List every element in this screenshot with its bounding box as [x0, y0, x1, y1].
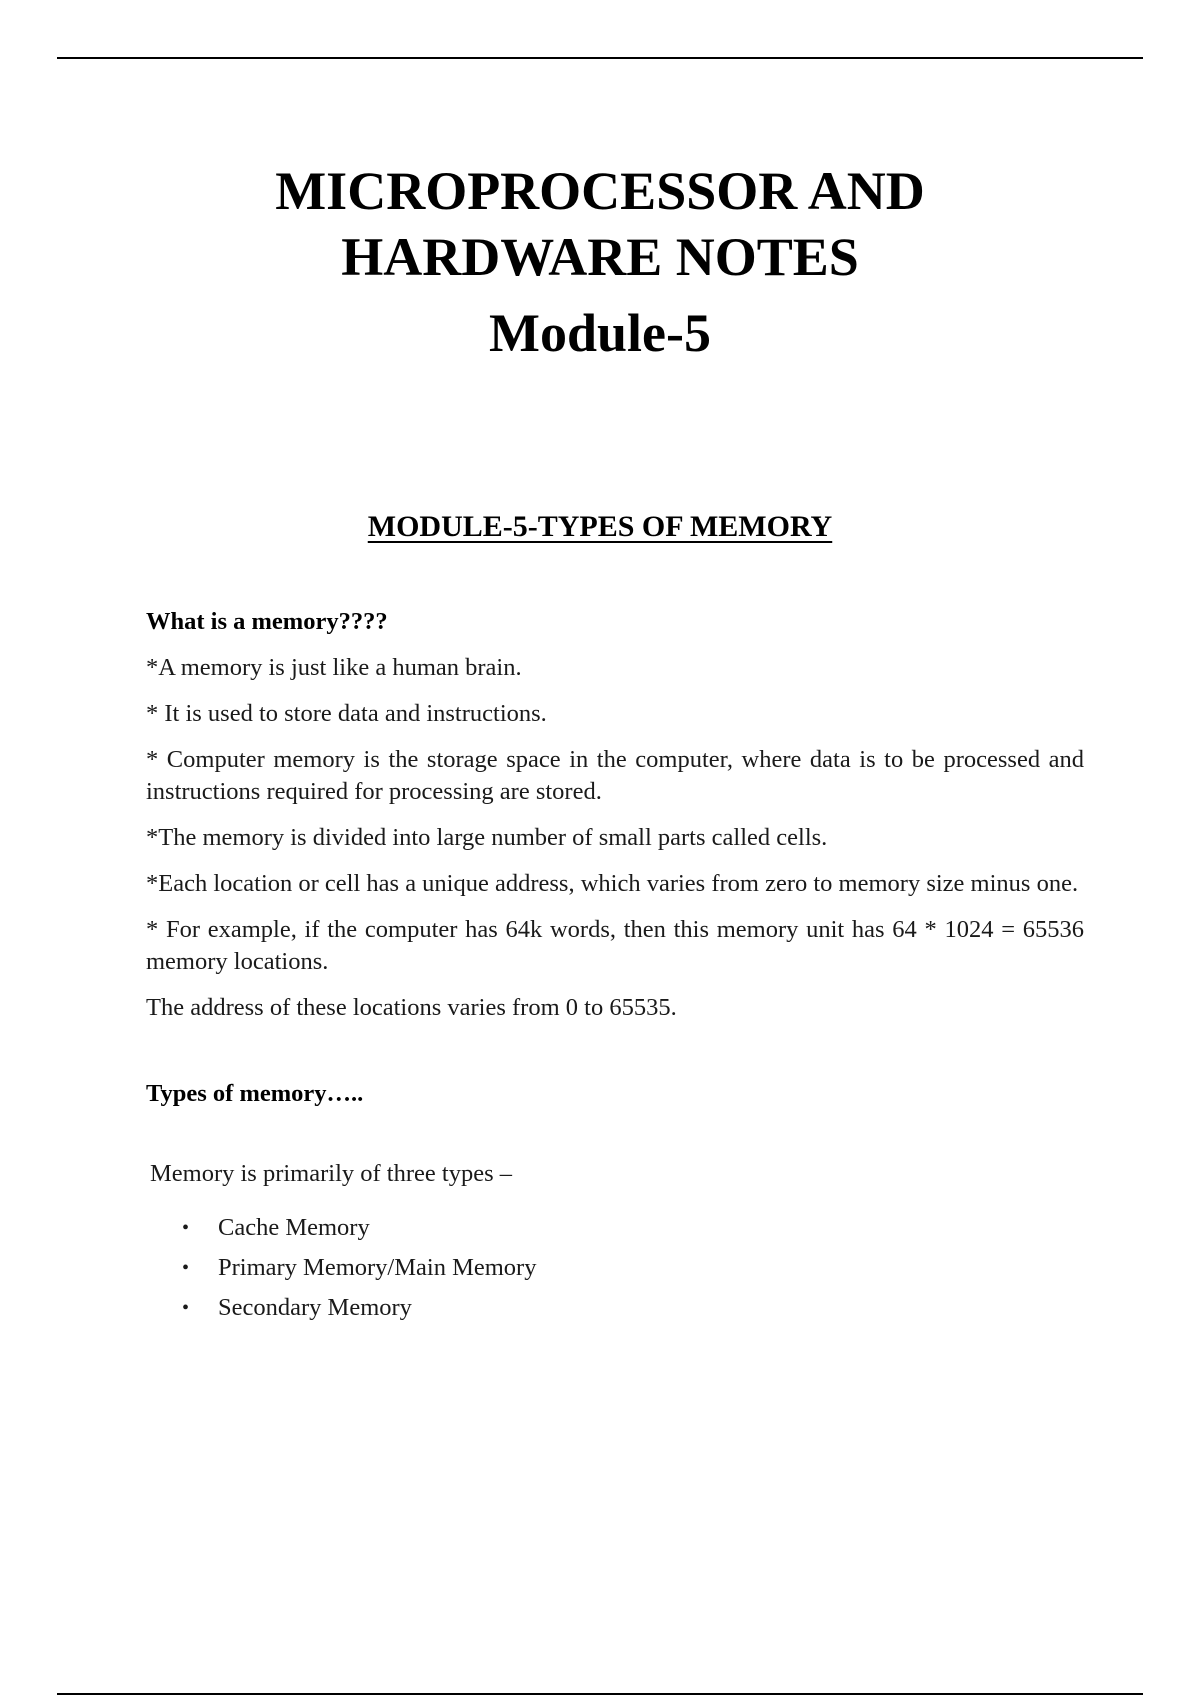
paragraph: * Computer memory is the storage space in the computer, where data is to be processed and instructions required for processing are stored. [146, 746, 1084, 805]
question-heading: What is a memory???? [146, 608, 388, 635]
list-item-label: Secondary Memory [218, 1294, 412, 1321]
title-block [0, 158, 1200, 366]
paragraph: *A memory is just like a human brain. [146, 654, 522, 681]
top-horizontal-rule [57, 57, 1143, 59]
bullet-icon: • [182, 1217, 190, 1239]
memory-types-list [146, 1212, 1084, 1324]
types-intro: Memory is primarily of three types – [150, 1160, 512, 1187]
paragraph: The address of these locations varies from 0 to 65535. [146, 994, 677, 1021]
bullet-icon: • [182, 1257, 190, 1279]
paragraph: *Each location or cell has a unique address, which varies from zero to memory size minus one. [146, 870, 1079, 897]
section-heading [0, 507, 1200, 547]
document-title-line-1: MICROPROCESSOR AND [275, 161, 925, 221]
document-body [146, 606, 1084, 1332]
list-item-label: Primary Memory/Main Memory [218, 1254, 537, 1281]
section-heading-text: MODULE-5-TYPES OF MEMORY [367, 510, 833, 543]
list-item [146, 1252, 1084, 1284]
bullet-icon: • [182, 1297, 190, 1319]
paragraph: * For example, if the computer has 64k words, then this memory unit has 64 * 1024 = 65536 memory locations. [146, 916, 1084, 975]
document-title-line-2: HARDWARE NOTES [341, 227, 859, 287]
paragraph: *The memory is divided into large number of small parts called cells. [146, 824, 828, 851]
module-title: Module-5 [489, 303, 711, 363]
list-item-label: Cache Memory [218, 1214, 370, 1241]
bottom-horizontal-rule [57, 1693, 1143, 1695]
paragraph: * It is used to store data and instructions. [146, 700, 547, 727]
types-heading: Types of memory….. [146, 1080, 364, 1107]
list-item [146, 1212, 1084, 1244]
list-item [146, 1292, 1084, 1324]
